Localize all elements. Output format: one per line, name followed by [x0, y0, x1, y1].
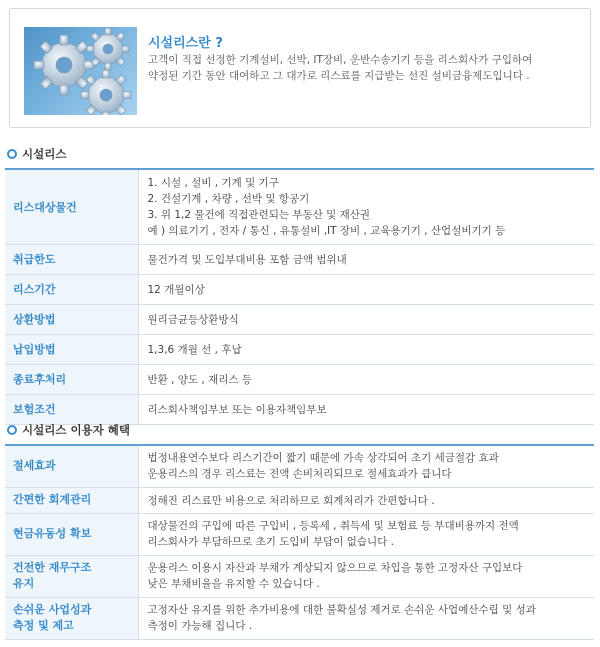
section-title: 시설리스 이용자 혜택 — [22, 423, 130, 437]
table-row — [5, 274, 594, 304]
table-row — [5, 555, 594, 597]
row-value: 원리금균등상환방식 — [138, 304, 594, 334]
row-label: 취급한도 — [5, 244, 138, 274]
table-row — [5, 445, 594, 487]
row-value — [138, 169, 594, 244]
intro-line: 약정된 기간 동안 대여하고 그 대가로 리스료를 지급받는 선진 설비금융제도입니다 . — [148, 70, 530, 82]
label-line: 절세효과 — [13, 459, 56, 473]
table-row — [5, 513, 594, 555]
intro-box — [9, 8, 591, 128]
row-label — [5, 555, 138, 597]
row-label — [5, 597, 138, 639]
row-value — [138, 513, 594, 555]
row-value: 1,3,6 개월 선 , 후납 — [138, 334, 594, 364]
row-label: 상환방법 — [5, 304, 138, 334]
value-line: 낮은 부채비율을 유지할 수 있습니다 . — [147, 578, 320, 590]
user-benefits-table — [5, 444, 594, 640]
table-row — [5, 597, 594, 639]
label-line: 건전한 재무구조 — [13, 561, 92, 574]
label-line: 유지 — [13, 577, 35, 590]
label-line: 손쉬운 사업성과 — [13, 603, 92, 616]
section-heading-user-benefits — [7, 422, 130, 438]
intro-description — [148, 52, 578, 84]
row-value: 물건가격 및 도입부대비용 포함 금액 범위내 — [138, 244, 594, 274]
value-line: 2. 건설기계 , 차량 , 선박 및 항공기 — [147, 192, 310, 205]
bullet-icon — [7, 149, 17, 159]
value-line: 3. 위 1,2 물건에 직접관련되는 부동산 및 재산권 — [147, 208, 371, 221]
table-row — [5, 364, 594, 394]
row-value: 리스회사책임부보 또는 이용자책임부보 — [138, 394, 594, 424]
row-label: 리스대상물건 — [5, 169, 138, 244]
row-value: 반환 , 양도 , 재리스 등 — [138, 364, 594, 394]
row-label: 리스기간 — [5, 274, 138, 304]
value-line: 1. 시설 , 설비 , 기계 및 기구 — [147, 176, 279, 189]
table-row — [5, 304, 594, 334]
intro-line: 고객이 직접 선정한 기계설비, 선박, IT장비, 운반수송기기 등을 리스회사가 구입하여 — [148, 54, 533, 66]
row-label — [5, 513, 138, 555]
value-line: 고정자산 유지를 위한 추가비용에 대한 불확실성 제거로 손쉬운 사업예산수립 및 성과 — [147, 604, 536, 616]
section-title: 시설리스 — [22, 147, 67, 161]
intro-title: 시설리스란 ? — [148, 36, 223, 51]
value-line: 리스회사가 부담하므로 초기 도입비 부담이 없습니다 . — [147, 536, 395, 548]
value-line: 법정내용연수보다 리스기간이 짧기 때문에 가속 상각되어 초기 세금절감 효과 — [147, 452, 499, 465]
label-line: 측정 및 제고 — [13, 619, 74, 632]
value-line: 운용리스의 경우 리스료는 전액 손비처리되므로 절세효과가 큽니다 — [147, 468, 452, 481]
section-heading-facility-lease — [7, 146, 66, 162]
value-line: 예 ) 의료기기 , 전자 / 통신 , 유통설비 ,IT 장비 , 교육용기기 , 산업설비기기 등 — [147, 224, 506, 237]
row-value — [138, 445, 594, 487]
label-line: 간편한 회계관리 — [13, 493, 92, 506]
row-label — [5, 487, 138, 513]
table-row — [5, 169, 594, 244]
row-label: 보험조건 — [5, 394, 138, 424]
gears-icon — [24, 27, 137, 115]
table-row — [5, 244, 594, 274]
table-row — [5, 394, 594, 424]
bullet-icon — [7, 425, 17, 435]
row-label — [5, 445, 138, 487]
row-value: 12 개월이상 — [138, 274, 594, 304]
value-line: 운용리스 이용시 자산과 부채가 계상되지 않으므로 차입을 통한 고정자산 구입보다 — [147, 562, 523, 574]
row-value: 정해진 리스료만 비용으로 처리하므로 회계처리가 간편합니다 . — [138, 487, 594, 513]
table-row — [5, 487, 594, 513]
facility-lease-table — [5, 168, 594, 425]
row-value — [138, 555, 594, 597]
row-label: 종료후처리 — [5, 364, 138, 394]
table-row — [5, 334, 594, 364]
value-line: 측정이 가능해 집니다 . — [147, 620, 253, 632]
label-line: 현금유동성 확보 — [13, 527, 92, 540]
row-label: 납입방법 — [5, 334, 138, 364]
value-line: 대상물건의 구입에 따른 구입비 , 등록세 , 취득세 및 보험료 등 부대비용까지 전액 — [147, 520, 519, 532]
row-value — [138, 597, 594, 639]
